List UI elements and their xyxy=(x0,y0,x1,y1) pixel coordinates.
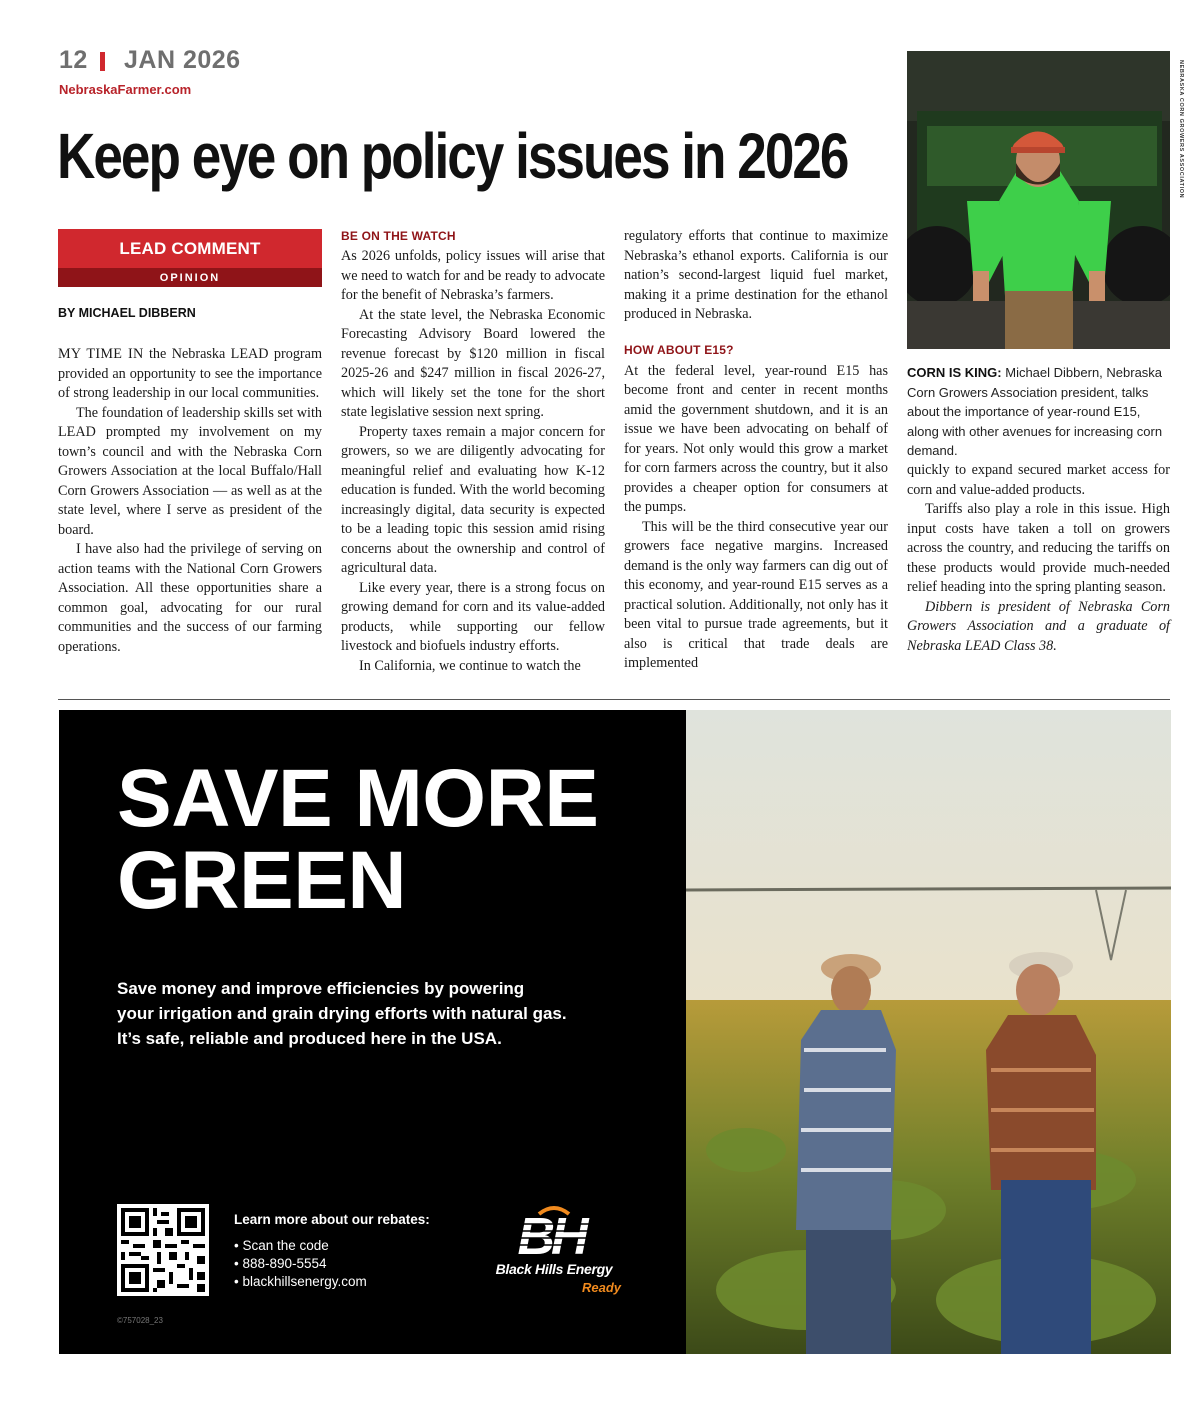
caption-label: CORN IS KING: xyxy=(907,365,1002,380)
article-paragraph xyxy=(58,345,322,404)
caption-text: Michael Dibbern, Nebraska Corn Growers Association president, talks about the importance of year-round E15, along with other avenues for increasing corn demand. xyxy=(907,365,1163,458)
logo-tagline: Ready xyxy=(581,1280,621,1295)
lead-comment-label: LEAD COMMENT xyxy=(58,229,322,268)
subhead-be-on-the-watch: BE ON THE WATCH xyxy=(341,229,456,243)
section-label xyxy=(58,229,322,287)
article-paragraph: Like every year, there is a strong focus on growing demand for corn and its value-added products, while supporting our fellow livestock and biofuels industry efforts. xyxy=(341,579,605,654)
page-number: 12 xyxy=(59,46,88,74)
ad-body-line: Save money and improve efficiencies by powering xyxy=(117,979,525,998)
ad-body-line: It’s safe, reliable and produced here in the USA. xyxy=(117,1029,502,1048)
logo-wordmark: Black Hills Energy xyxy=(495,1261,613,1277)
header-divider xyxy=(100,52,105,71)
article-column-2 xyxy=(341,229,605,676)
ad-body-line: your irrigation and grain drying efforts with natural gas. xyxy=(117,1004,567,1023)
article-paragraph: In California, we continue to watch the xyxy=(359,657,581,674)
article-paragraph: As 2026 unfolds, policy issues will arise that we need to watch for and be ready to advocate for the benefit of Nebraska’s farmers. xyxy=(341,248,605,303)
section-divider xyxy=(58,699,1170,700)
opinion-tag: OPINION xyxy=(58,268,322,287)
qr-code[interactable] xyxy=(117,1204,209,1296)
issue-date: JAN 2026 xyxy=(124,46,241,74)
ad-headline-line-2: GREEN xyxy=(117,835,407,926)
article-paragraph: This will be the third consecutive year our growers face negative margins. Increased demand is the only way farmers can dig out of this economy, and year-round E15 serves as a practical solution. Additionally, not only has it been vital to pursue trade agreements, but it also is critical that trade deals are implemented xyxy=(624,518,888,671)
rebate-option-scan: • Scan the code xyxy=(234,1237,367,1255)
author-photo xyxy=(907,51,1170,349)
article-paragraph: The foundation of leadership skills set with LEAD prompted my involvement on my town’s council and with the Nebraska Corn Growers Association at the local Buffalo/Hall Corn Growers Association — as well as at the state level, where I serve as president of the board. xyxy=(58,404,322,538)
subhead-how-about-e15: HOW ABOUT E15? xyxy=(624,342,734,357)
ad-headline xyxy=(117,753,599,926)
ad-code: ©757028_23 xyxy=(117,1316,163,1325)
lead-in: MY TIME IN xyxy=(58,346,144,362)
paragraph-text: the Nebraska LEAD program provided an opportunity to see the importance of strong leadership in our local communities. xyxy=(58,346,322,401)
advertisement[interactable] xyxy=(59,710,1171,1354)
rebates-list xyxy=(234,1237,367,1291)
rebate-option-website[interactable]: • blackhillsenergy.com xyxy=(234,1273,367,1291)
photo-credit: NEBRASKA CORN GROWERS ASSOCIATION xyxy=(1178,60,1184,199)
headline: Keep eye on policy issues in 2026 xyxy=(57,120,848,192)
svg-text:BH: BH xyxy=(517,1208,585,1264)
article-paragraph: I have also had the privilege of serving on action teams with the National Corn Growers Association. All these opportunities share a common goal, advocating for our rural communities and the success of our farming operations. xyxy=(58,541,322,655)
article-paragraph: At the federal level, year-round E15 has become front and center in recent months amid the government shutdown, and it is an issue we have been advocating on behalf of for years. Not only would this grow a market for corn farmers across the country, but it also provides a cheaper option for consumers at the pumps. xyxy=(624,362,888,515)
rebate-option-phone[interactable]: • 888-890-5554 xyxy=(234,1255,367,1273)
rebates-heading: Learn more about our rebates: xyxy=(234,1212,430,1227)
site-url[interactable]: NebraskaFarmer.com xyxy=(59,82,192,97)
author-bio: Dibbern is president of Nebraska Corn Growers Association and a graduate of Nebraska LEAD Class 38. xyxy=(907,598,1170,654)
ad-body xyxy=(117,976,627,1051)
article-paragraph: quickly to expand secured market access for corn and value-added products. xyxy=(907,462,1170,498)
photo-caption xyxy=(907,363,1170,461)
article-paragraph: Tariffs also play a role in this issue. High input costs have taken a toll on growers across the country, and reducing the tariffs on these products would provide much-needed relief heading into the spring planting season. xyxy=(907,501,1170,595)
ad-headline-line-1: SAVE MORE xyxy=(117,753,599,844)
article-paragraph: At the state level, the Nebraska Economic Forecasting Advisory Board lowered the revenue forecast by $120 million in fiscal 2025-26 and $247 million in fiscal 2026-27, which will likely set the tone for the short state legislative session next spring. xyxy=(341,306,605,420)
article-paragraph: Property taxes remain a major concern for growers, so we are diligently advocating for meaningful relief and evaluating how K-12 education is funded. With the world becoming increasingly digital, data security is expected to be a leading topic this session amid rising concerns about the ownership and control of agricultural data. xyxy=(341,423,605,576)
byline: BY MICHAEL DIBBERN xyxy=(58,306,196,320)
article-column-1 xyxy=(58,345,322,657)
article-column-3 xyxy=(624,227,888,674)
article-paragraph: regulatory efforts that continue to maximize Nebraska’s ethanol exports. California is our nation’s second-largest liquid fuel market, making it a prime destination for the ethanol produced in Nebraska. xyxy=(624,228,888,322)
article-column-4 xyxy=(907,461,1170,656)
farmers-field-photo xyxy=(686,710,1171,1354)
